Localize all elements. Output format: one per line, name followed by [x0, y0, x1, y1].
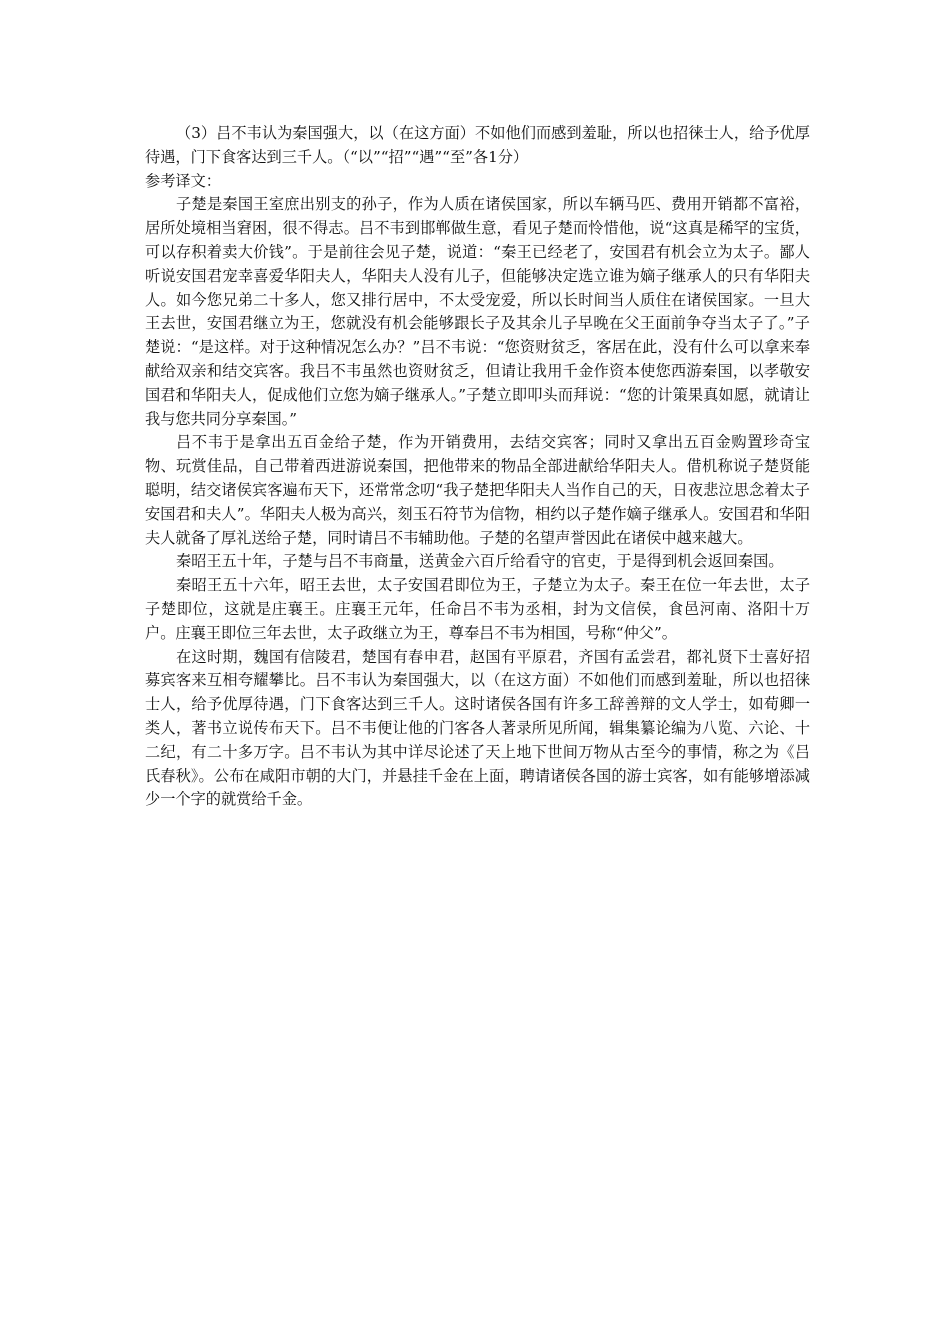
- paragraph: 在这时期，魏国有信陵君，楚国有春申君，赵国有平原君，齐国有孟尝君，都礼贤下士喜好招募宾客来互相夸耀攀比。吕不韦认为秦国强大，以（在这方面）不如他们而感到羞耻，所以也招徕士人，给予优厚待遇，门下食客达到三千人。这时诸侯各国有许多工辞善辩的文人学士，如荀卿一类人，著书立说传布天下。吕不韦便让他的门客各人著录所见所闻，辑集纂论编为八览、六论、十二纪，有二十多万字。吕不韦认为其中详尽论述了天上地下世间万物从古至今的事情，称之为《吕氏春秋》。公布在咸阳市朝的大门，并悬挂千金在上面，聘请诸侯各国的游士宾客，如有能够增添减少一个字的就赏给千金。: [145, 647, 810, 809]
- paragraph: 秦昭王五十六年，昭王去世，太子安国君即位为王，子楚立为太子。秦王在位一年去世，太子子楚即位，这就是庄襄王。庄襄王元年，任命吕不韦为丞相，封为文信侯，食邑河南、洛阳十万户。庄襄王即位三年去世，太子政继立为王，尊奉吕不韦为相国，号称“仲父”。: [145, 576, 810, 642]
- paragraph: 吕不韦于是拿出五百金给子楚，作为开销费用，去结交宾客；同时又拿出五百金购置珍奇宝物、玩赏佳品，自己带着西进游说秦国，把他带来的物品全部进献给华阳夫人。借机称说子楚贤能聪明，结交诸侯宾客遍布天下，还常常念叨“我子楚把华阳夫人当作自己的天，日夜悲泣思念着太子安国君和夫人”。华阳夫人极为高兴，刻玉石符节为信物，相约以子楚作嫡子继承人。安国君和华阳夫人就备了厚礼送给子楚，同时请吕不韦辅助他。子楚的名望声誉因此在诸侯中越来越大。: [145, 433, 810, 547]
- paragraph: 子楚是秦国王室庶出别支的孙子，作为人质在诸侯国家，所以车辆马匹、费用开销都不富裕，居所处境相当窘困，很不得志。吕不韦到邯郸做生意，看见子楚而怜惜他，说“这真是稀罕的宝货，可以存积着卖大价钱”。于是前往会见子楚，说道：“秦王已经老了，安国君有机会立为太子。鄙人听说安国君宠幸喜爱华阳夫人，华阳夫人没有儿子，但能够决定选立谁为嫡子继承人的只有华阳夫人。如今您兄弟二十多人，您又排行居中，不太受宠爱，所以长时间当人质住在诸侯国家。一旦大王去世，安国君继立为王，您就没有机会能够跟长子及其余儿子早晚在父王面前争夺当太子了。”子楚说：“是这样。对于这种情况怎么办？”吕不韦说：“您资财贫乏，客居在此，没有什么可以拿来奉献给双亲和结交宾客。我吕不韦虽然也资财贫乏，但请让我用千金作资本使您西游秦国，以孝敬安国君和华阳夫人，促成他们立您为嫡子继承人。”子楚立即叩头而拜说：“您的计策果真如愿，就请让我与您共同分享秦国。”: [145, 195, 810, 428]
- translation-heading: 参考译文：: [145, 171, 221, 190]
- paragraph: 秦昭王五十年，子楚与吕不韦商量，送黄金六百斤给看守的官吏，于是得到机会返回秦国。: [176, 552, 784, 571]
- document-page: [145, 122, 810, 812]
- answer-line: （3）吕不韦认为秦国强大，以（在这方面）不如他们而感到羞耻，所以也招徕士人，给予优厚待遇，门下食客达到三千人。（“以”“招”“遇”“至”各1分）: [145, 124, 810, 166]
